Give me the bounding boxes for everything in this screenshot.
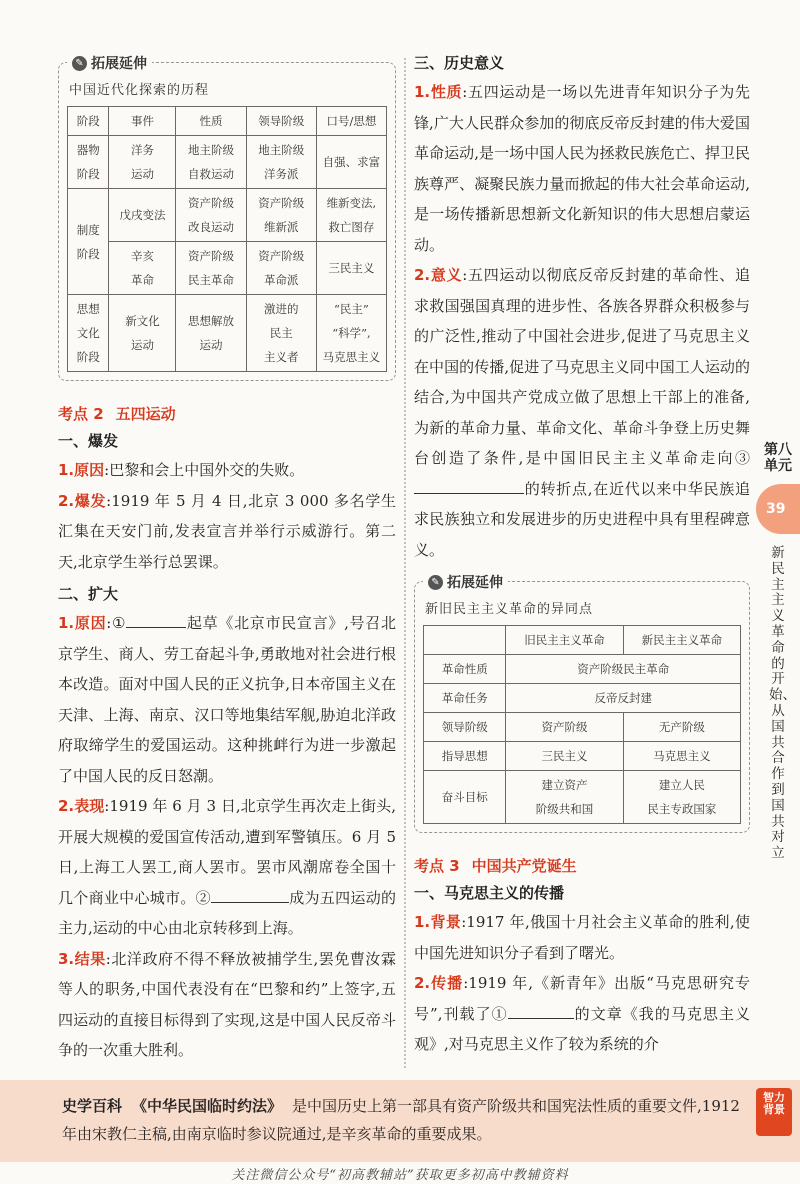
cell-old: 资产阶级 <box>506 713 623 742</box>
left-column <box>58 52 396 1066</box>
table-header-row <box>424 626 741 655</box>
pen-icon: ✎ <box>428 575 443 590</box>
list-item: 1.背景:1917 年,俄国十月社会主义革命的胜利,使中国先进知识分子看到了曙光。 <box>414 913 750 962</box>
extension-title: 新旧民主主义革命的异同点 <box>425 602 594 617</box>
list-item: 1.性质:五四运动是一场以先进青年知识分子为先锋,广大人民群众参加的彻底反帝反封建的伟大爱国革命运动,是一场中国人民为拯救民族危亡、捍卫民族尊严、凝聚民族力量而掀起的伟大社会革命运动,是一场传播新思想新文化新知识的伟大思想启蒙运动。 <box>414 83 750 254</box>
section-heading: 二、扩大 <box>58 585 119 603</box>
table-row <box>424 742 741 771</box>
header-cell: 旧民主主义革命 <box>506 626 623 655</box>
header-cell: 阶段 <box>68 107 109 136</box>
cell-old: 三民主义 <box>506 742 623 771</box>
header-cell: 领导阶级 <box>246 107 316 136</box>
encyclopedia-label: 史学百科 <box>62 1097 123 1115</box>
exam-point-heading <box>58 403 396 424</box>
cell-slogan: 维新变法, 救亡图存 <box>316 189 386 242</box>
modernization-table <box>67 106 387 372</box>
table-row <box>68 242 387 295</box>
header-cell: 口号/思想 <box>316 107 386 136</box>
list-item: 2.传播:1919 年,《新青年》出版“马克思研究专号”,刊载了① 的文章《我的马克思主义观》,对马克思主义作了较为系统的介 <box>414 974 750 1053</box>
background-badge: 智力 背景 <box>756 1088 792 1136</box>
encyclopedia-body: 是中国历史上第一部具有资产阶级共和国宪法性质的重要文件,1912 年由宋教仁主稿,由南京临时参议院通过,是辛亥革命的重要成果。 <box>62 1097 740 1143</box>
cell-nature: 地主阶级 自救运动 <box>176 136 246 189</box>
column-divider <box>404 58 406 1068</box>
table-row <box>424 655 741 684</box>
table-row <box>68 189 387 242</box>
exam-point-heading <box>414 855 750 876</box>
cell-slogan: 自强、求富 <box>316 136 386 189</box>
fill-blank[interactable] <box>211 887 289 903</box>
cell-leader: 资产阶级 革命派 <box>246 242 316 295</box>
fill-blank[interactable] <box>126 612 186 628</box>
exam-point-title: 中国共产党诞生 <box>471 857 577 875</box>
table-header-row <box>68 107 387 136</box>
cell-nature: 资产阶级 民主革命 <box>176 242 246 295</box>
cell-stage: 思想 文化 阶段 <box>68 295 109 372</box>
fill-blank[interactable] <box>414 478 524 494</box>
history-encyclopedia-bar <box>0 1080 800 1162</box>
unit-label: 第八单元 <box>764 442 792 474</box>
encyclopedia-title: 《中华民国临时约法》 <box>132 1097 283 1115</box>
header-cell <box>424 626 506 655</box>
header-cell: 新民主主义革命 <box>623 626 740 655</box>
revolution-compare-table <box>423 625 741 824</box>
extension-tag <box>423 572 508 592</box>
cell-nature: 思想解放 运动 <box>176 295 246 372</box>
cell-leader: 地主阶级 洋务派 <box>246 136 316 189</box>
pen-icon: ✎ <box>72 56 87 71</box>
list-item: 2.爆发:1919 年 5 月 4 日,北京 3 000 多名学生汇集在天安门前,发表宣言并举行示威游行。第二天,北京学生举行总罢课。 <box>58 491 396 571</box>
cell-event: 新文化 运动 <box>109 295 176 372</box>
extension-box-modernization <box>58 56 396 381</box>
cell-slogan: 三民主义 <box>316 242 386 295</box>
header-cell: 性质 <box>176 107 246 136</box>
table-row <box>424 771 741 824</box>
extension-tag-label: 拓展延伸 <box>447 575 503 591</box>
list-item: 3.结果:北洋政府不得不释放被捕学生,罢免曹汝霖等人的职务,中国代表没有在“巴黎和约”上签字,五四运动的直接目标得到了实现,这是中国人民反帝斗争的一次重大胜利。 <box>58 949 396 1059</box>
cell-leader: 激进的 民主 主义者 <box>246 295 316 372</box>
page-number: 39 <box>756 484 800 534</box>
exam-point-number: 考点 2 <box>58 405 104 423</box>
right-column <box>414 52 750 1060</box>
list-item: 2.表现:1919 年 6 月 3 日,北京学生再次走上街头,开展大规模的爱国宣传活动,遭到军警镇压。6 月 5 日,上海工人罢工,商人罢市。罢市风潮席卷全国十几个商业中心城市。② 成为五四运动的主力,运动的中心由北京转移到上海。 <box>58 797 396 937</box>
cell-stage: 器物 阶段 <box>68 136 109 189</box>
encyclopedia-text <box>62 1092 744 1148</box>
fill-blank[interactable] <box>508 1003 574 1019</box>
row-label: 领导阶级 <box>424 713 506 742</box>
cell-leader: 资产阶级 维新派 <box>246 189 316 242</box>
extension-tag-label: 拓展延伸 <box>91 56 147 72</box>
chapter-side-tab <box>756 442 800 862</box>
section-heading: 三、历史意义 <box>414 54 505 72</box>
cell-stage: 制度 阶段 <box>68 189 109 295</box>
merged-cell: 反帝反封建 <box>506 684 741 713</box>
cell-new: 建立人民 民主专政国家 <box>623 771 740 824</box>
header-cell: 事件 <box>109 107 176 136</box>
cell-event: 洋务 运动 <box>109 136 176 189</box>
table-row <box>424 713 741 742</box>
cell-slogan: “民主” “科学”, 马克思主义 <box>316 295 386 372</box>
chapter-title: 新民主主义革命的开始、从国共合作到国共对立 <box>769 545 796 862</box>
cell-new: 马克思主义 <box>623 742 740 771</box>
cell-old: 建立资产 阶级共和国 <box>506 771 623 824</box>
footer-note: 关注微信公众号“初高教辅站”获取更多初高中教辅资料 <box>231 1168 569 1183</box>
exam-point-title: 五四运动 <box>115 405 176 423</box>
extension-title: 中国近代化探索的历程 <box>69 83 210 98</box>
extension-tag <box>67 53 152 73</box>
table-row <box>424 684 741 713</box>
table-row <box>68 295 387 372</box>
section-heading: 一、马克思主义的传播 <box>414 884 565 902</box>
cell-event: 戊戌变法 <box>109 189 176 242</box>
list-item: 1.原因:巴黎和会上中国外交的失败。 <box>58 461 305 479</box>
section-heading: 一、爆发 <box>58 432 119 450</box>
list-item: 1.原因:① 起草《北京市民宣言》,号召北京学生、商人、劳工奋起斗争,勇敢地对社会进行根本改造。面对中国人民的正义抗争,日本帝国主义在天津、上海、南京、汉口等地集结军舰,胁迫北洋政府取缔学生的爱国运动。这种挑衅行为进一步激起了中国人民的反日怒潮。 <box>58 614 396 785</box>
table-row <box>68 136 387 189</box>
row-label: 革命性质 <box>424 655 506 684</box>
exam-point-number: 考点 3 <box>414 857 460 875</box>
row-label: 奋斗目标 <box>424 771 506 824</box>
list-item: 2.意义:五四运动以彻底反帝反封建的革命性、追求救国强国真理的进步性、各族各界群众积极参与的广泛性,推动了中国社会进步,促进了马克思主义在中国的传播,促进了马克思主义同中国工人运动的结合,为中国共产党成立做了思想上干部上的准备,为新的革命力量、革命文化、革命斗争登上历史舞台创造了条件,是中国旧民主主义革命走向③的转折点,在近代以来中华民族追求民族独立和发展进步的历史进程中具有里程碑意义。 <box>414 266 750 559</box>
merged-cell: 资产阶级民主革命 <box>506 655 741 684</box>
cell-event: 辛亥 革命 <box>109 242 176 295</box>
cell-new: 无产阶级 <box>623 713 740 742</box>
extension-box-revolutions <box>414 575 750 833</box>
cell-nature: 资产阶级 改良运动 <box>176 189 246 242</box>
row-label: 指导思想 <box>424 742 506 771</box>
row-label: 革命任务 <box>424 684 506 713</box>
